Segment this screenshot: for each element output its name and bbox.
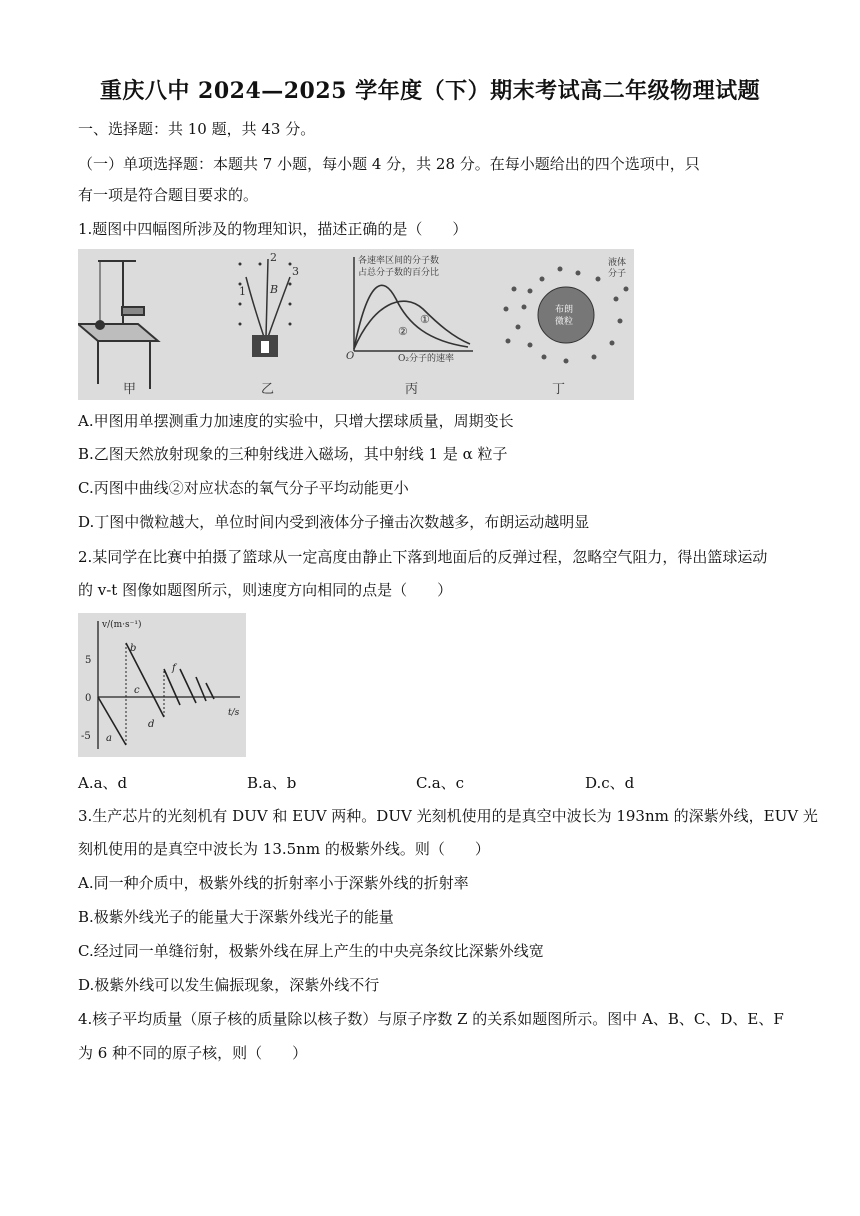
panel-ding-brownian	[504, 256, 629, 364]
page-title: 重庆八中 2024—2025 学年度（下）期末考试高二年级物理试题	[99, 78, 761, 104]
point-d: d	[148, 719, 155, 730]
svg-text:3: 3	[292, 265, 299, 278]
q1-figure	[78, 249, 634, 400]
q4-stem-line2: 为 6 种不同的原子核，则（ ）	[78, 1044, 308, 1062]
q2-option-d: D.c、d	[585, 774, 635, 792]
panel-bing-distribution	[346, 254, 473, 364]
q1-option-b: B.乙图天然放射现象的三种射线进入磁场，其中射线 1 是 α 粒子	[78, 445, 508, 463]
q2-option-a: A.a、d	[78, 774, 128, 792]
q2-vt-graph	[78, 613, 246, 757]
svg-text:B: B	[270, 283, 279, 296]
section-instructions-line1: （一）单项选择题：本题共 7 小题，每小题 4 分，共 28 分。在每小题给出的四个选项中，只	[78, 155, 700, 173]
svg-text:布朗: 布朗	[555, 305, 574, 315]
svg-text:微粒: 微粒	[555, 317, 574, 327]
q3-option-d: D.极紫外线可以发生偏振现象，深紫外线不行	[78, 976, 380, 994]
panel-ding-label: 丁	[552, 382, 566, 397]
q2-stem-line1: 2.某同学在比赛中拍摄了篮球从一定高度由静止下落到地面后的反弹过程，忽略空气阻力，得出篮球运动	[78, 548, 768, 566]
svg-text:液体: 液体	[608, 258, 627, 268]
svg-text:O: O	[346, 351, 355, 362]
q3-stem-line1: 3.生产芯片的光刻机有 DUV 和 EUV 两种。DUV 光刻机使用的是真空中波长为 193nm 的深紫外线，EUV 光	[78, 807, 818, 825]
section-heading: 一、选择题：共 10 题，共 43 分。	[78, 120, 316, 138]
section-instructions-line2: 有一项是符合题目要求的。	[78, 186, 259, 204]
point-b: b	[130, 643, 137, 654]
panel-bing-label: 丙	[405, 382, 419, 397]
q1-stem: 1.题图中四幅图所涉及的物理知识，描述正确的是（ ）	[78, 220, 468, 238]
svg-text:分子: 分子	[608, 269, 627, 279]
q2-option-c: C.a、c	[416, 774, 465, 792]
q1-option-a: A.甲图用单摆测重力加速度的实验中，只增大摆球质量，周期变长	[78, 412, 514, 430]
q1-option-d: D.丁图中微粒越大，单位时间内受到液体分子撞击次数越多，布朗运动越明显	[78, 513, 590, 531]
svg-text:5: 5	[85, 655, 92, 666]
q2-option-b: B.a、b	[247, 774, 297, 792]
panel-yi-label: 乙	[261, 382, 275, 397]
q3-option-b: B.极紫外线光子的能量大于深紫外线光子的能量	[78, 908, 394, 926]
point-a: a	[106, 733, 112, 744]
svg-text:2: 2	[270, 251, 277, 264]
q2-stem-line2: 的 v-t 图像如题图所示，则速度方向相同的点是（ ）	[78, 581, 453, 599]
svg-text:-5: -5	[81, 731, 91, 742]
q3-stem-line2: 刻机使用的是真空中波长为 13.5nm 的极紫外线。则（ ）	[78, 840, 490, 858]
svg-text:O₂分子的速率: O₂分子的速率	[398, 354, 454, 364]
graph-ylabel: v/(m·s⁻¹)	[102, 620, 142, 630]
panel-jia-label: 甲	[123, 382, 137, 397]
point-c: c	[134, 685, 140, 696]
q3-option-c: C.经过同一单缝衍射，极紫外线在屏上产生的中央亮条纹比深紫外线宽	[78, 942, 544, 960]
svg-text:占总分子数的百分比: 占总分子数的百分比	[358, 268, 440, 278]
svg-text:0: 0	[85, 693, 92, 704]
panel-jia-pendulum	[78, 261, 158, 389]
point-f: f	[172, 663, 176, 674]
q4-stem-line1: 4.核子平均质量（原子核的质量除以核子数）与原子序数 Z 的关系如题图所示。图中 A、B、C、D、E、F	[78, 1010, 784, 1028]
q1-option-c: C.丙图中曲线②对应状态的氧气分子平均动能更小	[78, 479, 409, 497]
graph-xlabel: t/s	[228, 708, 240, 718]
svg-text:①: ①	[420, 313, 430, 326]
panel-yi-decay	[239, 251, 300, 357]
svg-text:各速率区间的分子数: 各速率区间的分子数	[358, 256, 440, 266]
q3-option-a: A.同一种介质中，极紫外线的折射率小于深紫外线的折射率	[78, 874, 469, 892]
svg-text:②: ②	[398, 325, 408, 338]
svg-text:1: 1	[239, 285, 246, 298]
